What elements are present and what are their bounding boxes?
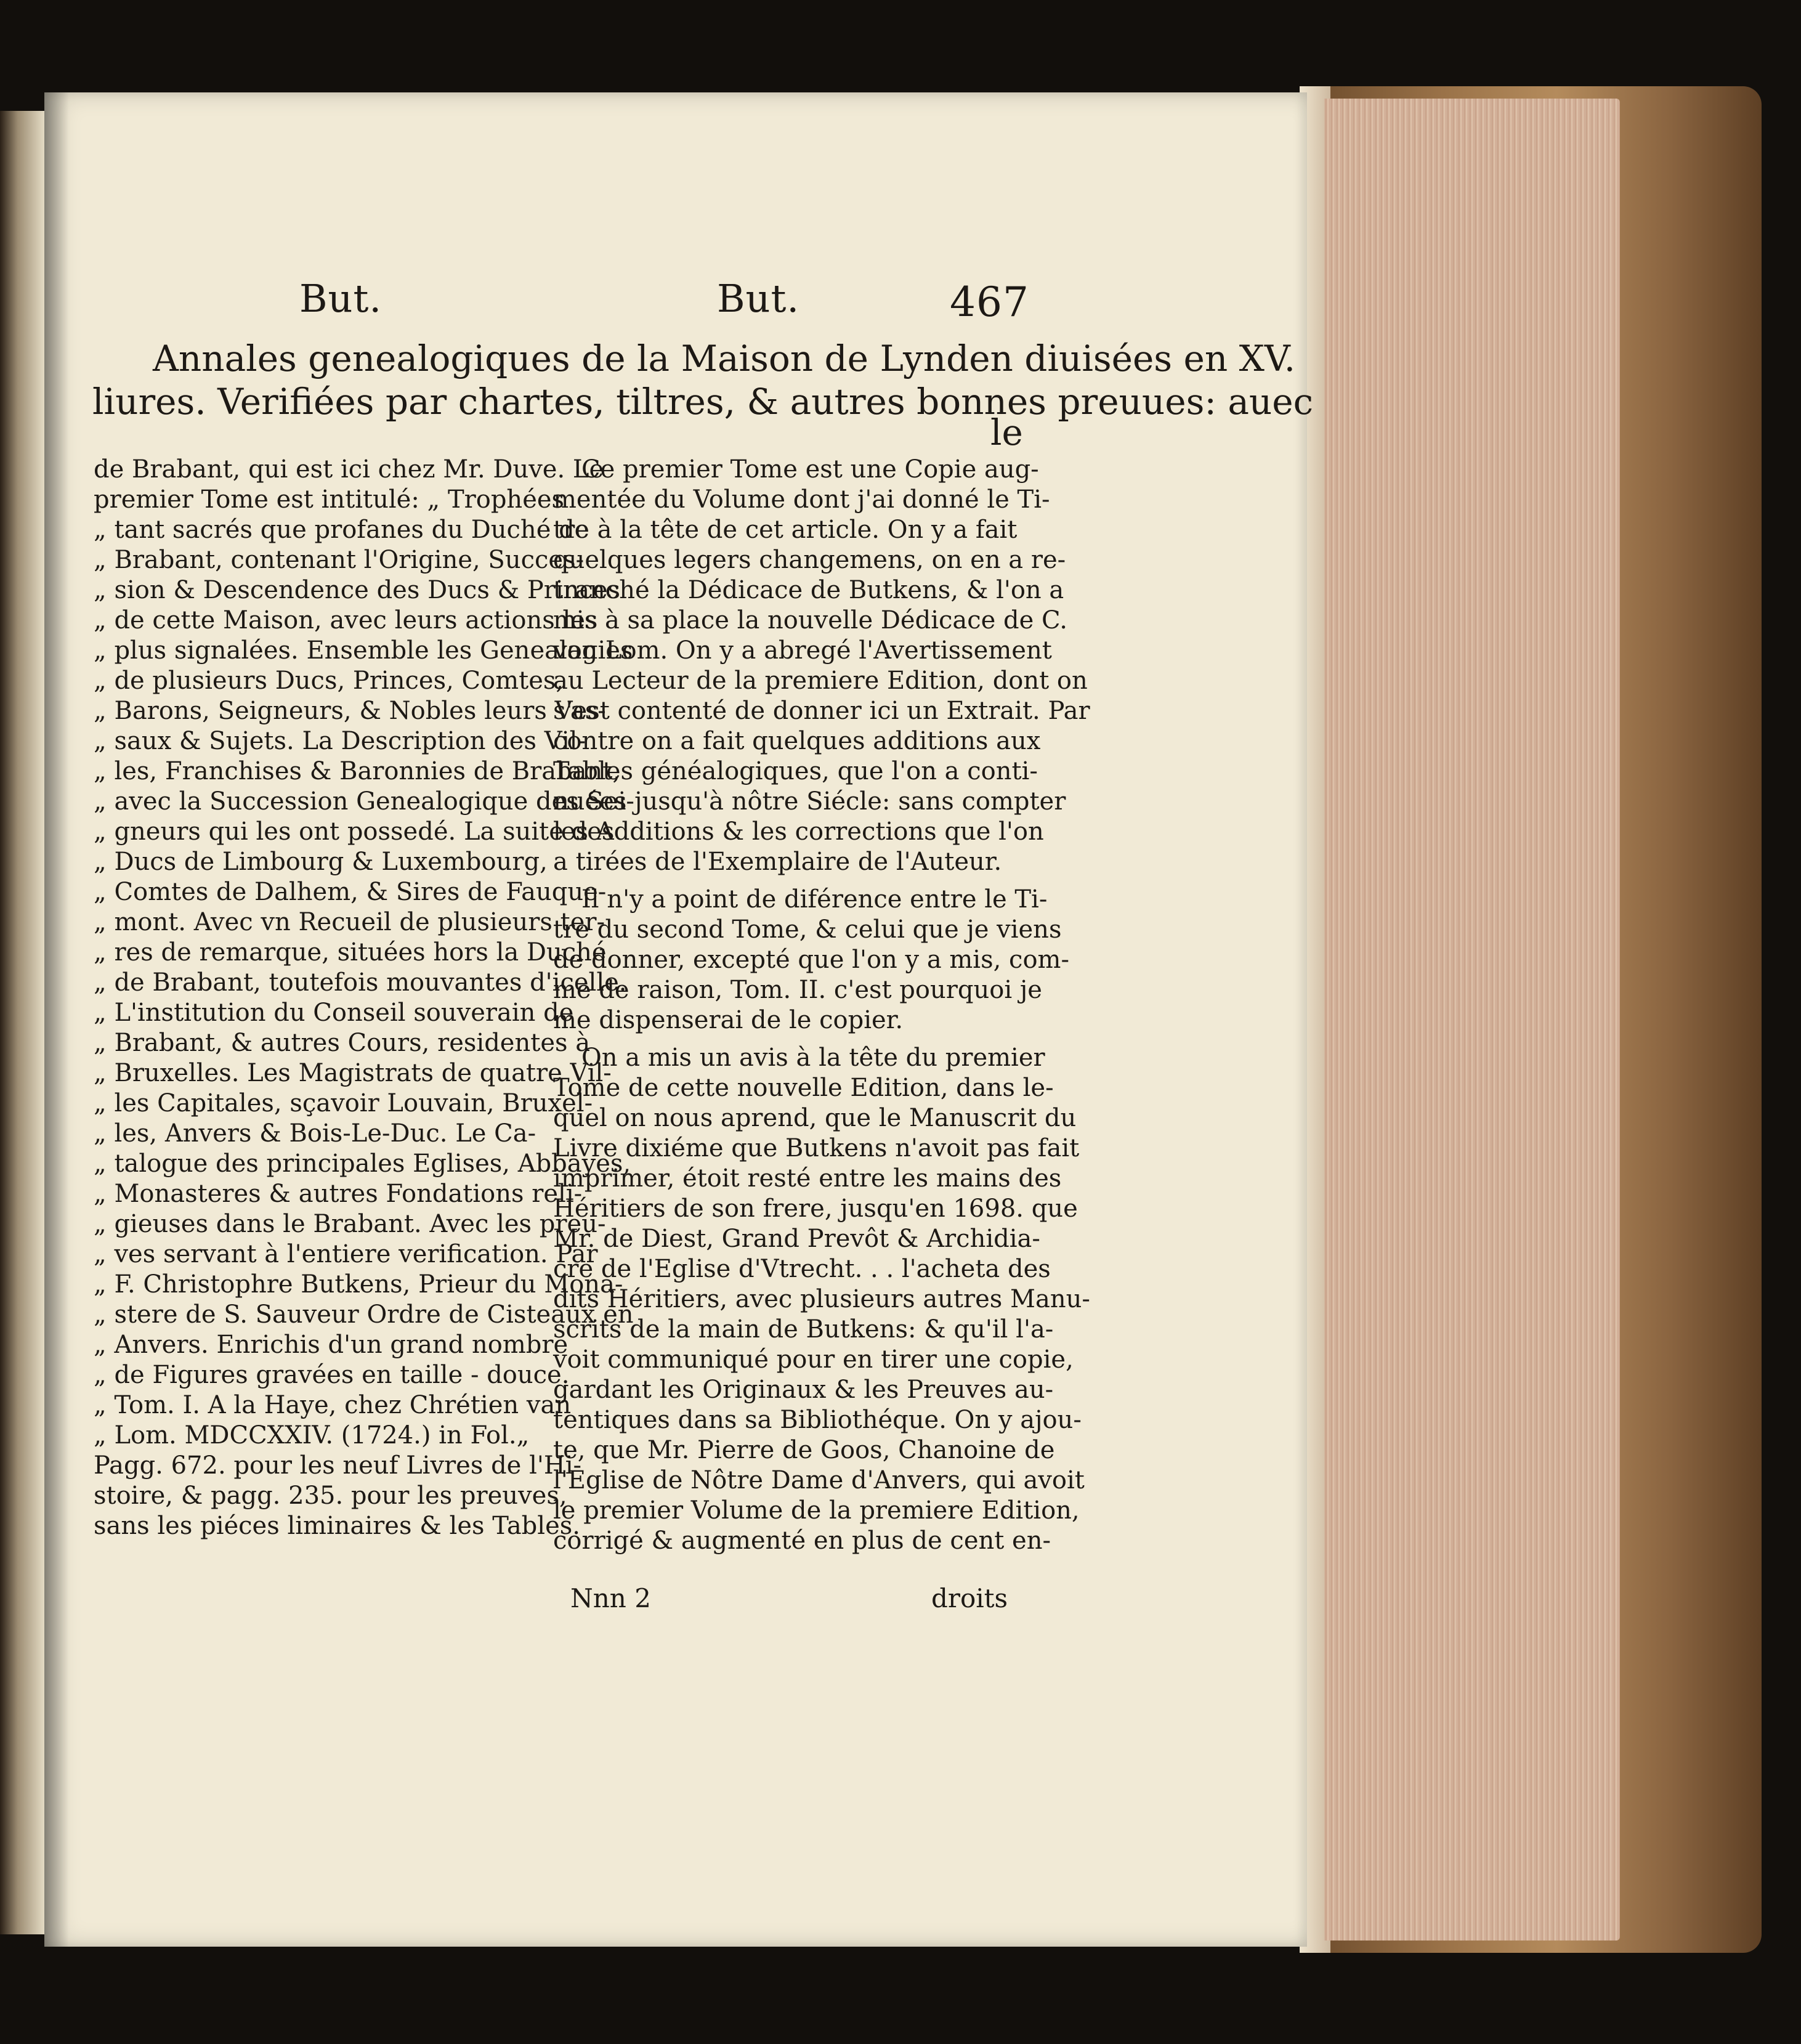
text-line: Livre dixiéme que Butkens n'avoit pas fait: [553, 1134, 1080, 1162]
text-line: Héritiers de son frere, jusqu'en 1698. que: [553, 1194, 1078, 1223]
text-line: „ de Figures gravées en taille - douce.: [94, 1361, 570, 1389]
text-line: au Lecteur de la premiere Edition, dont on: [553, 667, 1088, 695]
page-gutter-shadow: [44, 92, 69, 1947]
paragraph-gap: [553, 1036, 1009, 1043]
text-line: „ Barons, Seigneurs, & Nobles leurs Vas-: [94, 697, 606, 725]
text-line: de donner, excepté que l'on y a mis, com-: [553, 946, 1069, 974]
text-line: s'est contenté de donner ici un Extrait. Par: [553, 697, 1090, 725]
text-line: „ gieuses dans le Brabant. Avec les preu-: [94, 1210, 606, 1238]
text-line: gardant les Originaux & les Preuves au-: [553, 1376, 1054, 1404]
text-line: me de raison, Tom. II. c'est pourquoi je: [553, 976, 1042, 1004]
text-line: Tome de cette nouvelle Edition, dans le-: [553, 1074, 1054, 1102]
text-line: „ mont. Avec vn Recueil de plusieurs ter-: [94, 908, 605, 936]
text-line: Pagg. 672. pour les neuf Livres de l'Hi-: [94, 1451, 582, 1480]
text-line: „ de Brabant, toutefois mouvantes d'icelle.: [94, 968, 627, 997]
text-line: corrigé & augmenté en plus de cent en-: [553, 1527, 1051, 1555]
running-head-left: But.: [299, 276, 382, 321]
text-line: Mr. de Diest, Grand Prevôt & Archidia-: [553, 1225, 1040, 1253]
title-line-3: le: [990, 412, 1023, 453]
facing-page-edge: [0, 111, 44, 1934]
text-line: cre de l'Eglise d'Vtrecht. . . l'acheta des: [553, 1255, 1051, 1283]
text-line: Il n'y a point de diférence entre le Ti-: [581, 885, 1048, 914]
text-line: „ les, Anvers & Bois-Le-Duc. Le Ca-: [94, 1119, 536, 1148]
text-line: „ avec la Succession Genealogique des Sei-: [94, 787, 634, 816]
text-line: „ Brabant, & autres Cours, residentes à: [94, 1029, 591, 1057]
text-line: tre à la tête de cet article. On y a fait: [553, 516, 1018, 544]
text-line: mis à sa place la nouvelle Dédicace de C.: [553, 606, 1067, 635]
text-line: „ plus signalées. Ensemble les Genealogies: [94, 636, 633, 665]
text-line: „ Comtes de Dalhem, & Sires de Fauque-: [94, 878, 607, 906]
right-column: [553, 455, 1090, 1556]
text-line: „ L'institution du Conseil souverain de: [94, 999, 574, 1027]
text-line: „ Anvers. Enrichis d'un grand nombre: [94, 1331, 569, 1359]
running-head-center: But.: [717, 276, 800, 321]
text-line: stoire, & pagg. 235. pour les preuves,: [94, 1482, 567, 1510]
page-block-edges: [1324, 99, 1620, 1941]
text-line: „ sion & Descendence des Ducs & Princes: [94, 576, 621, 604]
text-line: quelques legers changemens, on en a re-: [553, 546, 1066, 574]
page-number: 467: [950, 278, 1029, 326]
text-line: „ les Capitales, sçavoir Louvain, Bruxel-: [94, 1089, 593, 1117]
text-line: tranché la Dédicace de Butkens, & l'on a: [553, 576, 1064, 604]
text-line: „ gneurs qui les ont possedé. La suite des: [94, 817, 615, 846]
left-column: [94, 455, 634, 1541]
text-line: „ F. Christophre Butkens, Prieur du Mona-: [94, 1270, 623, 1299]
text-line: te, que Mr. Pierre de Goos, Chanoine de: [553, 1436, 1055, 1464]
text-line: On a mis un avis à la tête du premier: [581, 1044, 1045, 1072]
text-line: l'Eglise de Nôtre Dame d'Anvers, qui avoit: [553, 1466, 1085, 1494]
title-line-1: Annales genealogiques de la Maison de Lynden diuisées en XV.: [153, 338, 1296, 379]
text-line: „ Brabant, contenant l'Origine, Succes-: [94, 546, 585, 574]
text-line: me dispenserai de le copier.: [553, 1006, 904, 1034]
signature-mark: Nnn 2: [570, 1583, 651, 1613]
text-line: „ talogue des principales Eglises, Abbayes,: [94, 1150, 631, 1178]
text-line: „ stere de S. Sauveur Ordre de Cisteaux en: [94, 1300, 634, 1329]
catchword: droits: [931, 1583, 1008, 1613]
text-line: „ Lom. MDCCXXIV. (1724.) in Fol.„: [94, 1421, 530, 1450]
text-line: Ce premier Tome est une Copie aug-: [581, 455, 1039, 484]
text-line: „ Monasteres & autres Fondations reli-: [94, 1180, 583, 1208]
title-line-2: liures. Verifiées par chartes, tiltres, & autres bonnes preuues: auec: [92, 381, 1314, 423]
text-line: tentiques dans sa Bibliothéque. On y ajou-: [553, 1406, 1082, 1434]
text-line: „ tant sacrés que profanes du Duché de: [94, 516, 589, 544]
text-line: „ res de remarque, situées hors la Duché: [94, 938, 607, 967]
text-line: van Lom. On y a abregé l'Avertissement: [553, 636, 1052, 665]
text-line: quel on nous aprend, que le Manuscrit du: [553, 1104, 1077, 1132]
text-line: tre du second Tome, & celui que je viens: [553, 915, 1062, 944]
text-line: contre on a fait quelques additions aux: [553, 727, 1041, 755]
text-line: Tables généalogiques, que l'on a conti-: [553, 757, 1038, 785]
text-line: „ Ducs de Limbourg & Luxembourg,: [94, 848, 548, 876]
text-line: scrits de la main de Butkens: & qu'il l'a-: [553, 1315, 1054, 1344]
paragraph-gap: [553, 877, 1009, 885]
text-line: „ Bruxelles. Les Magistrats de quatre Vil-: [94, 1059, 612, 1087]
text-line: mentée du Volume dont j'ai donné le Ti-: [553, 485, 1050, 514]
text-line: premier Tome est intitulé: „ Trophées: [94, 485, 565, 514]
text-line: „ saux & Sujets. La Description des Vil-: [94, 727, 586, 755]
text-line: a tirées de l'Exemplaire de l'Auteur.: [553, 848, 1002, 876]
text-line: „ ves servant à l'entiere verification. Par: [94, 1240, 598, 1268]
text-line: le premier Volume de la premiere Edition,: [553, 1496, 1080, 1525]
text-line: nuées jusqu'à nôtre Siécle: sans compter: [553, 787, 1066, 816]
text-line: „ de cette Maison, avec leurs actions les: [94, 606, 598, 635]
text-line: les Additions & les corrections que l'on: [553, 817, 1044, 846]
text-line: „ les, Franchises & Baronnies de Brabant,: [94, 757, 621, 785]
text-line: de Brabant, qui est ici chez Mr. Duve. Le: [94, 455, 604, 484]
text-line: „ de plusieurs Ducs, Princes, Comtes,: [94, 667, 564, 695]
text-line: „ Tom. I. A la Haye, chez Chrétien van: [94, 1391, 572, 1419]
text-line: voit communiqué pour en tirer une copie,: [553, 1345, 1074, 1374]
text-line: imprimer, étoit resté entre les mains des: [553, 1164, 1062, 1193]
text-line: sans les piéces liminaires & les Tables.: [94, 1512, 580, 1540]
text-line: dits Héritiers, avec plusieurs autres Manu-: [553, 1285, 1090, 1313]
